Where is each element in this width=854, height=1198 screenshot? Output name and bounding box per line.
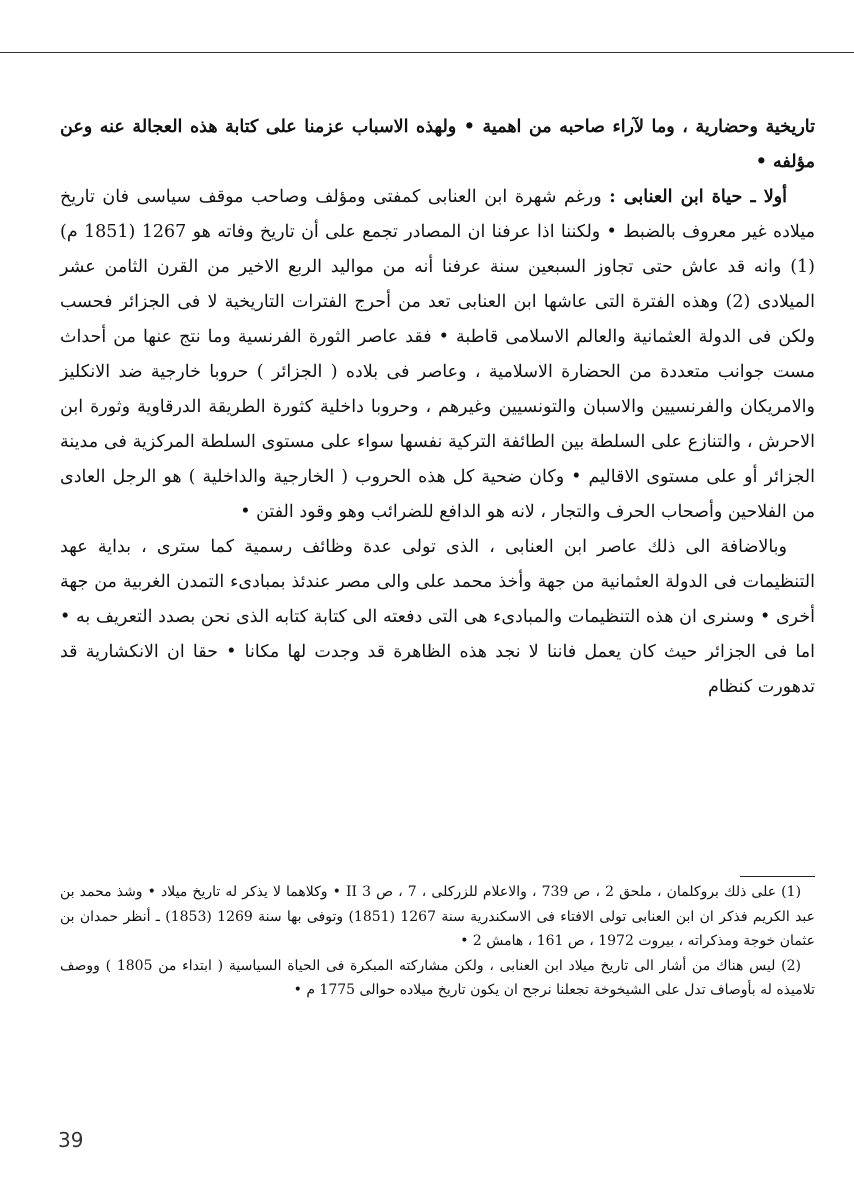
paragraph-life	[60, 180, 815, 530]
paragraph-2: وبالاضافة الى ذلك عاصر ابن العنابى ، الذى تولى عدة وظائف رسمية كما سترى ، بداية عهد التنظيمات فى الدولة العثمانية من جهة وأخذ محمد على والى مصر عندئذ بمبادىء التمدن الغربية من جهة أخرى • وسنرى ان هذه التنظيمات والمبادىء هى التى دفعته الى كتابة كتابه الذى نحن بصدد التعريف به • اما فى الجزائر حيث كان يعمل فاننا لا نجد هذه الظاهرة قد وجدت لها مكانا • حقا ان الانكشارية قد تدهورت كنظام	[60, 537, 815, 697]
footnote-rule	[740, 876, 815, 877]
footnote-2: (2) ليس هناك من أشار الى تاريخ ميلاد ابن العنابى ، ولكن مشاركته المبكرة فى الحياة السياسية ( ابتداء من 1805 ) ووصف تلاميذه له بأوصاف تدل على الشيخوخة تجعلنا نرجح ان يكون تاريخ ميلاده حوالى 1775 م •	[60, 957, 815, 998]
footnotes	[60, 880, 815, 1003]
paragraph-1-text: ورغم شهرة ابن العنابى كمفتى ومؤلف وصاحب موقف سياسى فان تاريخ ميلاده غير معروف بالضبط • ولكننا اذا عرفنا ان المصادر تجمع على أن تاريخ وفاته هو 1267 (1851 م) (1) وانه قد عاش حتى تجاوز السبعين سنة عرفنا أنه من مواليد الربع الاخير من القرن الثامن عشر الميلادى (2) وهذه الفترة التى عاشها ابن العنابى تعد من أحرج الفترات التاريخية لا فى الجزائر فحسب ولكن فى الدولة العثمانية والعالم الاسلامى قاطبة • فقد عاصر الثورة الفرنسية وما نتج عنها من أحداث مست جوانب متعددة من الحضارة الاسلامية ، وعاصر فى بلاده ( الجزائر ) حروبا خارجية ضد الانكليز والامريكان والفرنسيين والاسبان والتونسيين وغيرهم ، وحروبا داخلية كثورة الطريقة الدرقاوية وثورة ابن الاحرش ، والتنازع على السلطة بين الطائفة التركية نفسها سواء على مستوى السلطة المركزية فى مدينة الجزائر أو على مستوى الاقاليم • وكان ضحية كل هذه الحروب ( الخارجية والداخلية ) هو الرجل العادى من الفلاحين وأصحاب الحرف والتجار ، لانه هو الدافع للضرائب وهو وقود الفتن •	[60, 187, 816, 522]
section-heading: أولا ـ حياة ابن العنابى :	[609, 187, 787, 207]
main-text	[60, 110, 815, 705]
footnote-1: (1) على ذلك بروكلمان ، ملحق 2 ، ص 739 ، والاعلام للزركلى ، 7 ، ص II 3 • وكلاهما لا يذكر له تاريخ ميلاد • وشذ محمد بن عبد الكريم فذكر ان ابن العنابى تولى الافتاء فى الاسكندرية سنة 1267 (1851) وتوفى بها سنة 1269 (1853) ـ أنظر حمدان بن عثمان خوجة ومذكراته ، بيروت 1972 ، ص 161 ، هامش 2 •	[60, 884, 816, 949]
intro-line: تاريخية وحضارية ، وما لآراء صاحبه من اهمية • ولهذه الاسباب عزمنا على كتابة هذه العجالة عنه وعن مؤلفه •	[60, 117, 815, 172]
page-number: 39	[58, 1128, 84, 1152]
top-rule	[0, 52, 854, 53]
